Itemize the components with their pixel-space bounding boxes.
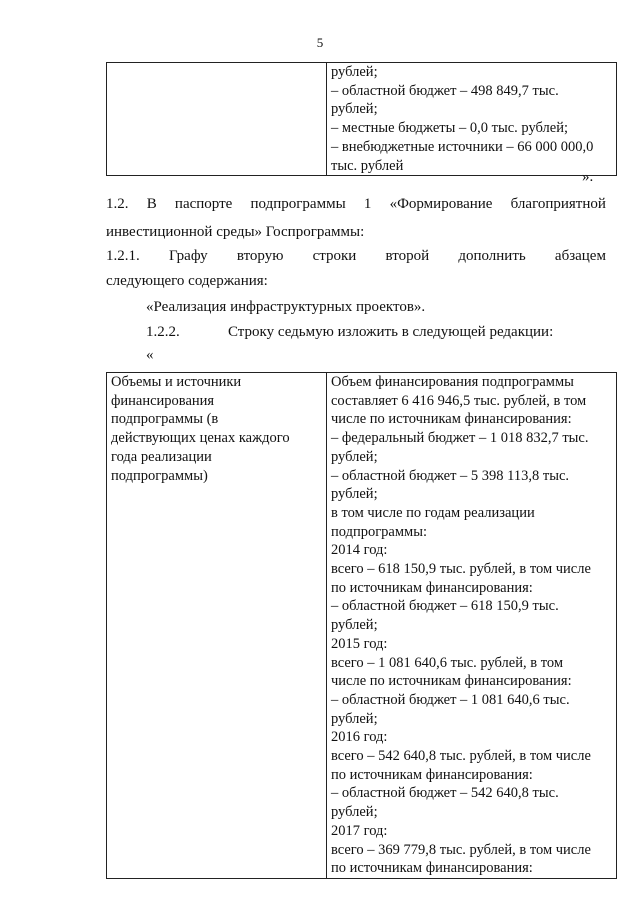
table-cell-line: – внебюджетные источники – 66 000 000,0 [331, 138, 594, 155]
table-row [107, 63, 617, 176]
page-number: 5 [316, 35, 324, 50]
paragraph-1-2-line2: инвестиционной среды» Госпрограммы: [106, 224, 365, 240]
paragraph-word: подпрограммы [250, 196, 346, 212]
table-cell-line: по источникам финансирования: [331, 860, 533, 877]
paragraph-word: строки [312, 248, 357, 264]
paragraph-word: второй [385, 248, 430, 264]
table-cell-line: – областной бюджет – 5 398 113,8 тыс. [331, 467, 570, 484]
paragraph-word: дополнить [458, 248, 526, 264]
table-cell-line: Объемы и источники [111, 374, 242, 390]
table-cell-line: – местные бюджеты – 0,0 тыс. рублей; [331, 120, 568, 137]
paragraph-word: благоприятной [510, 196, 606, 212]
top-table-fragment [106, 62, 617, 176]
table-cell-line: – федеральный бюджет – 1 018 832,7 тыс. [331, 430, 589, 447]
table-cell-line: по источникам финансирования: [331, 579, 533, 596]
table-cell-line: рублей; [331, 448, 378, 465]
table-cell-line: подпрограммы) [111, 467, 208, 484]
table-cell-line: подпрограммы (в [111, 411, 219, 428]
table-cell-line: – областной бюджет – 542 640,8 тыс. [331, 785, 559, 802]
table-cell-line: рублей; [331, 64, 378, 80]
table-cell-line: действующих ценах каждого [111, 430, 290, 447]
table-cell-line: числе по источникам финансирования: [331, 411, 572, 428]
paragraph-word: вторую [236, 248, 284, 264]
table-cell-line: – областной бюджет – 618 150,9 тыс. [331, 598, 559, 615]
quoted-abstract: «Реализация инфраструктурных проектов». [146, 299, 426, 315]
financing-value-cell [327, 373, 617, 879]
table-cell-line: подпрограммы: [331, 523, 427, 540]
table-cell-line: рублей; [331, 617, 378, 634]
paragraph-word: абзацем [554, 248, 606, 264]
table-cell-line: рублей; [331, 710, 378, 727]
paragraph-1-2-line1 [106, 194, 606, 214]
paragraph-word: 1.2.1. [106, 248, 140, 264]
paragraph-1-2-1-line1 [106, 246, 606, 266]
table-cell-line: рублей; [331, 486, 378, 503]
paragraph-word: 1 [363, 196, 372, 212]
table-cell-line: составляет 6 416 946,5 тыс. рублей, в том [331, 392, 587, 409]
table-cell-line: по источникам финансирования: [331, 766, 533, 783]
paragraph-1-2-1-line2: следующего содержания: [106, 273, 268, 289]
paragraph-1-2-2-text: Строку седьмую изложить в следующей редакции: [228, 324, 554, 340]
table-cell-line: 2016 год: [331, 729, 388, 746]
paragraph-word: 1.2. [106, 196, 129, 212]
top-table-right-cell [327, 63, 617, 176]
paragraph-word: В [146, 196, 157, 212]
table-cell-line: – областной бюджет – 1 081 640,6 тыс. [331, 691, 570, 708]
table-cell-line: рублей; [331, 804, 378, 821]
financing-label-cell [107, 373, 327, 879]
table-cell-line: 2015 год: [331, 635, 388, 652]
table-cell-line: Объем финансирования подпрограммы [331, 374, 574, 390]
opening-quote: « [146, 347, 154, 363]
table-cell-line: всего – 542 640,8 тыс. рублей, в том числе [331, 748, 591, 765]
table-cell-line: в том числе по годам реализации [331, 504, 535, 521]
table-cell-line: всего – 1 081 640,6 тыс. рублей, в том [331, 654, 563, 671]
table-cell-line: 2014 год: [331, 542, 388, 559]
top-table-left-cell [107, 63, 327, 176]
table-cell-line: 2017 год: [331, 822, 388, 839]
table-cell-line: – областной бюджет – 498 849,7 тыс. [331, 82, 559, 99]
table-cell-line: финансирования [111, 392, 215, 409]
table-cell-line: всего – 618 150,9 тыс. рублей, в том числе [331, 561, 591, 578]
financing-table [106, 372, 617, 879]
paragraph-word: «Формирование [389, 196, 493, 212]
table-cell-line: года реализации [111, 448, 212, 465]
table-cell-line: всего – 369 779,8 тыс. рублей, в том числе [331, 841, 591, 858]
table-cell-line: рублей; [331, 101, 378, 118]
table-cell-line: тыс. рублей [331, 157, 404, 174]
paragraph-1-2-2-number: 1.2.2. [146, 324, 180, 340]
table-cell-line: числе по источникам финансирования: [331, 673, 572, 690]
paragraph-word: паспорте [174, 196, 233, 212]
closing-quote: ». [582, 169, 594, 185]
paragraph-word: Графу [168, 248, 208, 264]
table-row [107, 373, 617, 879]
